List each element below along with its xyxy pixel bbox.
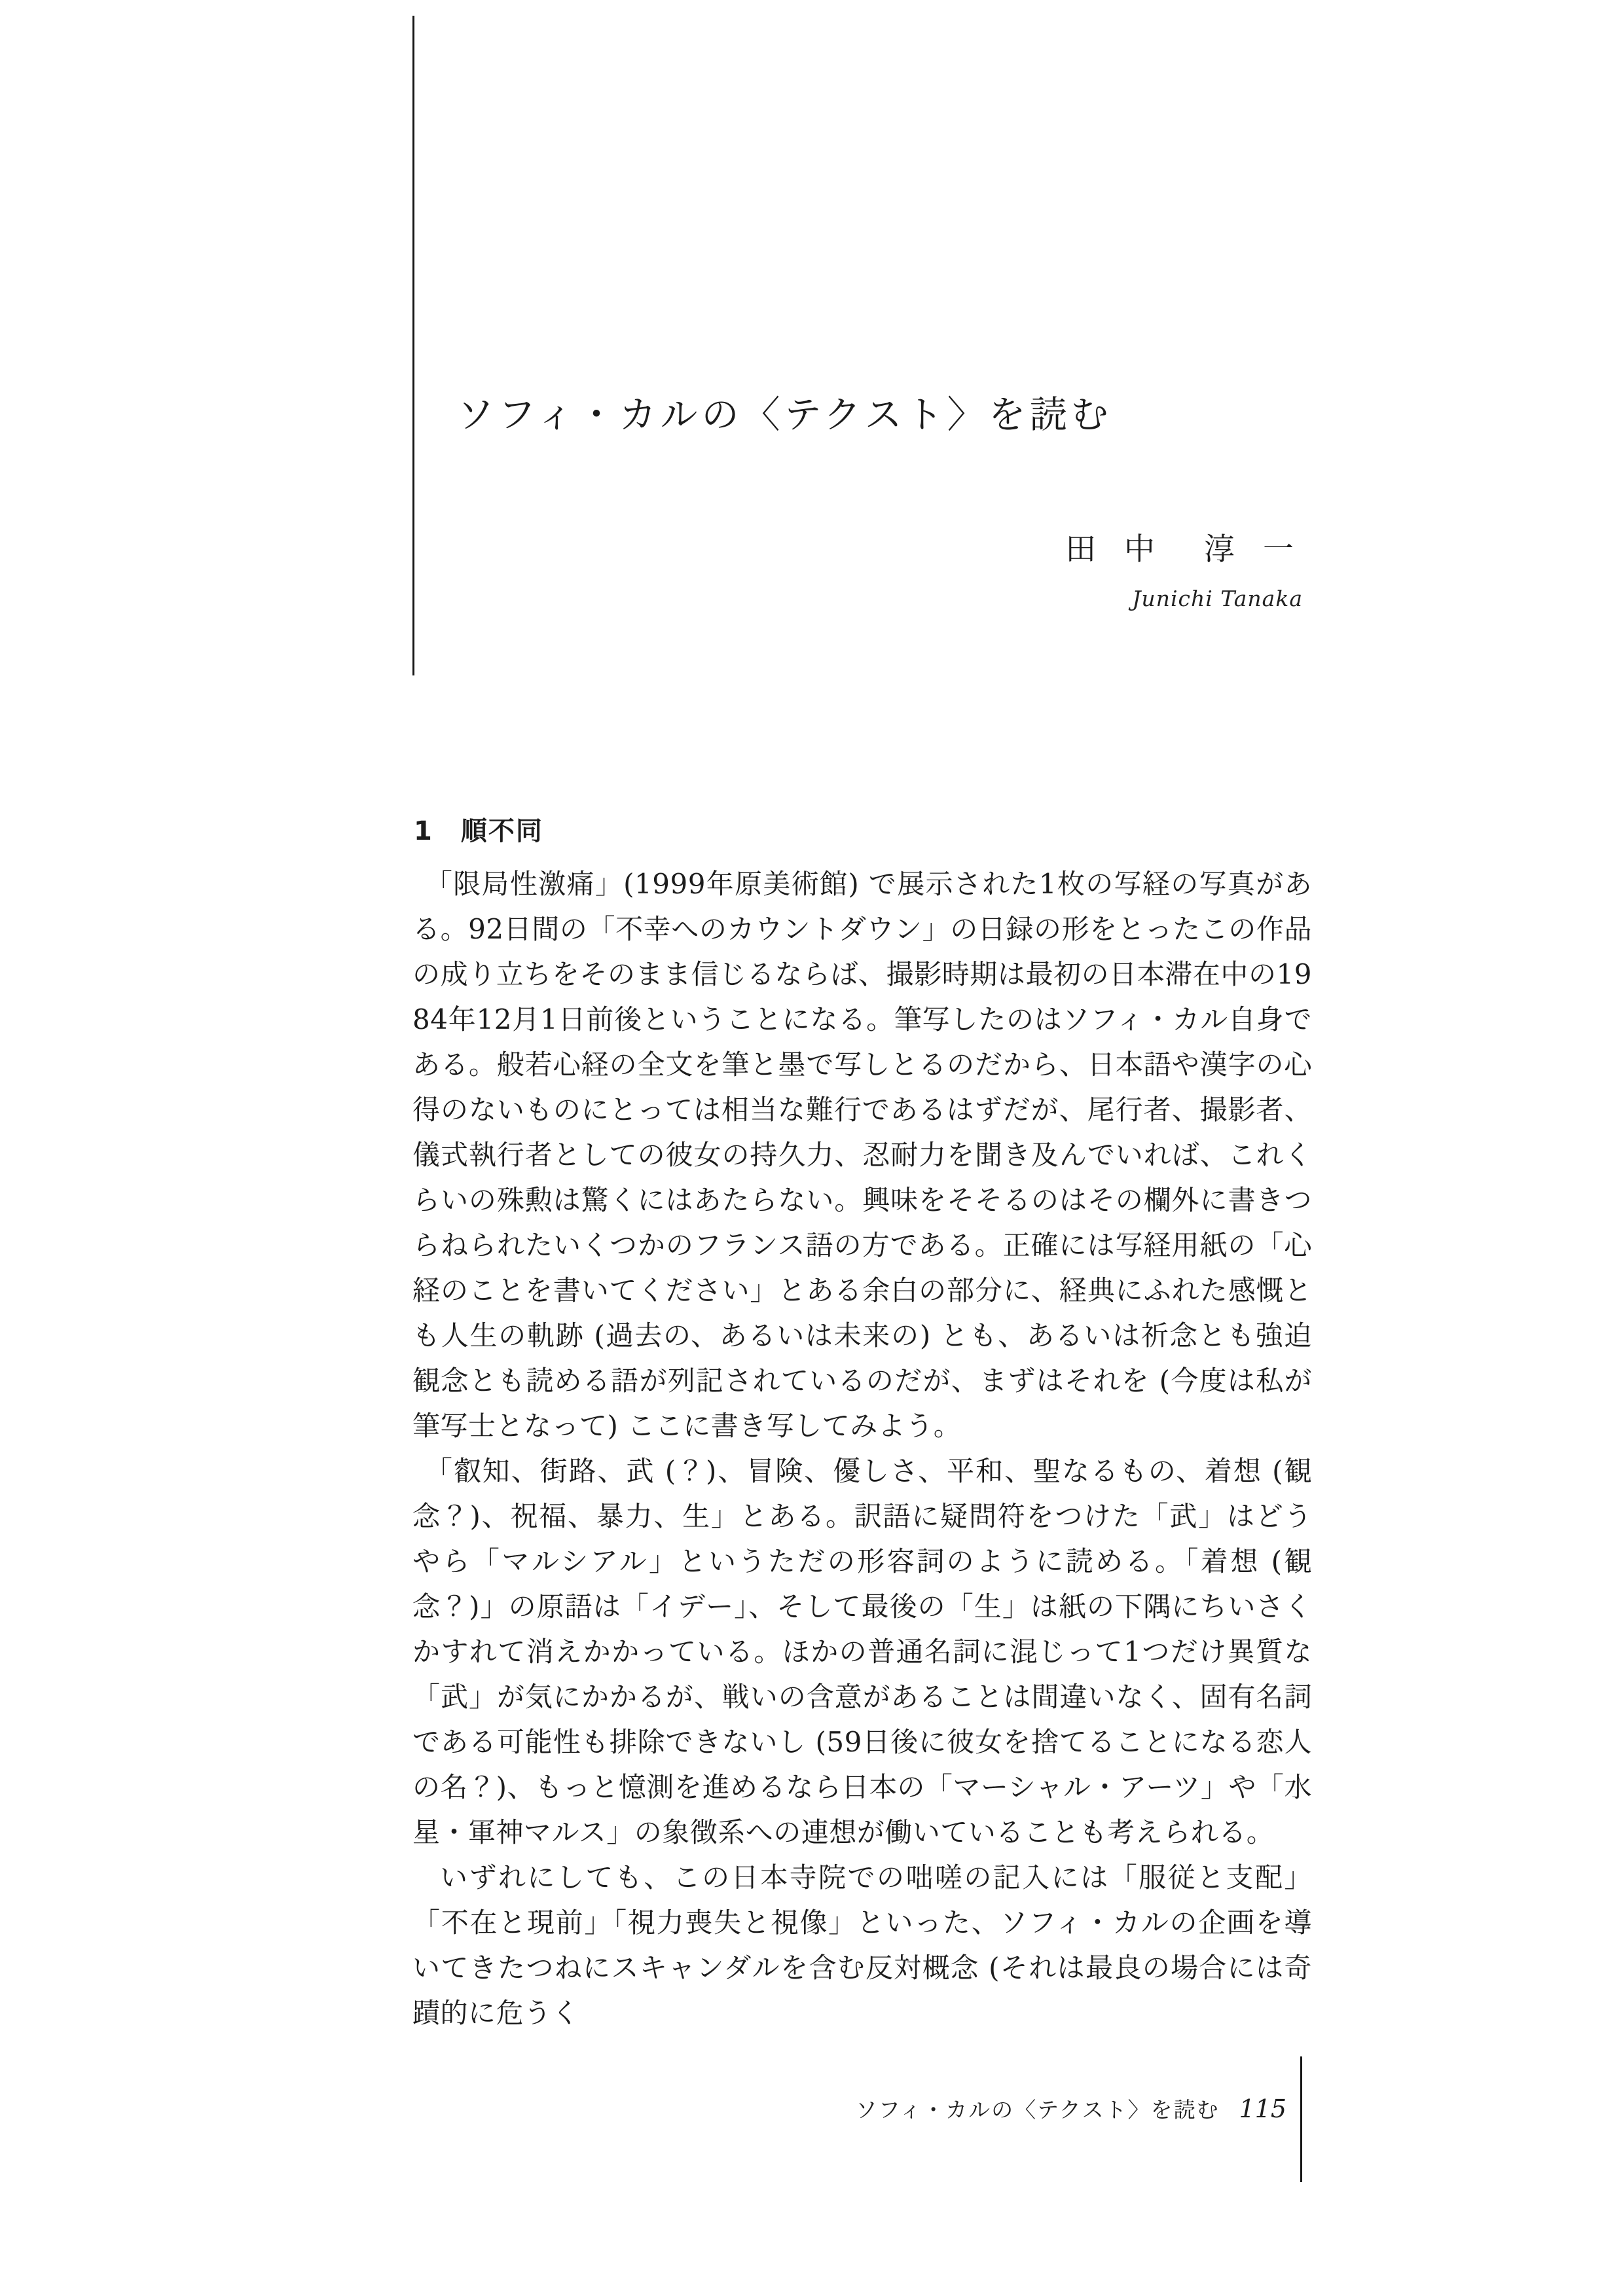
article-body (412, 861, 1312, 2036)
left-vertical-rule (412, 16, 414, 675)
footer-vertical-rule (1300, 2056, 1302, 2182)
section-title: 順不同 (460, 816, 543, 846)
page-footer (856, 2093, 1286, 2124)
author-name: 田 中 淳 一 (1065, 531, 1303, 567)
paragraph: 「叡知、街路、武 (？)、冒険、優しさ、平和、聖なるもの、着想 (観念？)、祝福、暴力、生」とある。訳語に疑問符をつけた「武」はどうやら「マルシアル」というただの形容詞のように読める。「着想 (観念？)」の原語は「イデー」、そして最後の「生」は紙の下隅にちいさくかすれて消えかかっている。ほかの普通名詞に混じって1つだけ異質な「武」が気にかかるが、戦いの含意があることは間違いなく、固有名詞である可能性も排除できないし (59日後に彼女を捨てることになる恋人の名？)、もっと憶測を進めるなら日本の「マーシャル・アーツ」や「水星・軍神マルス」の象徴系への連想が働いていることも考えられる。 (412, 1455, 1312, 1848)
author-block (1065, 525, 1303, 611)
paragraph: 「限局性激痛」(1999年原美術館) で展示された1枚の写経の写真がある。92日間の「不幸へのカウントダウン」の日録の形をとったこの作品の成り立ちをそのまま信じるならば、撮影時期は最初の日本滞在中の1984年12月1日前後ということになる。筆写したのはソフィ・カル自身である。般若心経の全文を筆と墨で写しとるのだから、日本語や漢字の心得のないものにとっては相当な難行であるはずだが、尾行者、撮影者、儀式執行者としての彼女の持久力、忍耐力を聞き及んでいれば、これくらいの殊勲は驚くにはあたらない。興味をそそるのはその欄外に書きつらねられたいくつかのフランス語の方である。正確には写経用紙の「心経のことを書いてください」とある余白の部分に、経典にふれた感慨とも人生の軌跡 (過去の、あるいは未来の) とも、あるいは祈念とも強迫観念とも読める語が列記されているのだが、まずはそれを (今度は私が筆写士となって) ここに書き写してみよう。 (412, 868, 1312, 1442)
section-number: 1 (414, 816, 433, 846)
article-title: ソフィ・カルの〈テクスト〉を読む (457, 393, 1112, 437)
running-title: ソフィ・カルの〈テクスト〉を読む (855, 2097, 1220, 2123)
page-number: 115 (1239, 2094, 1286, 2123)
section-heading (414, 810, 543, 848)
paragraph: いずれにしても、この日本寺院での咄嗟の記入には「服従と支配」「不在と現前」「視力喪失と視像」といった、ソフィ・カルの企画を導いてきたつねにスキャンダルを含む反対概念 (それは最良の場合には奇蹟的に危うく (412, 1861, 1312, 2029)
author-name-romanized: Junichi Tanaka (1132, 586, 1303, 611)
